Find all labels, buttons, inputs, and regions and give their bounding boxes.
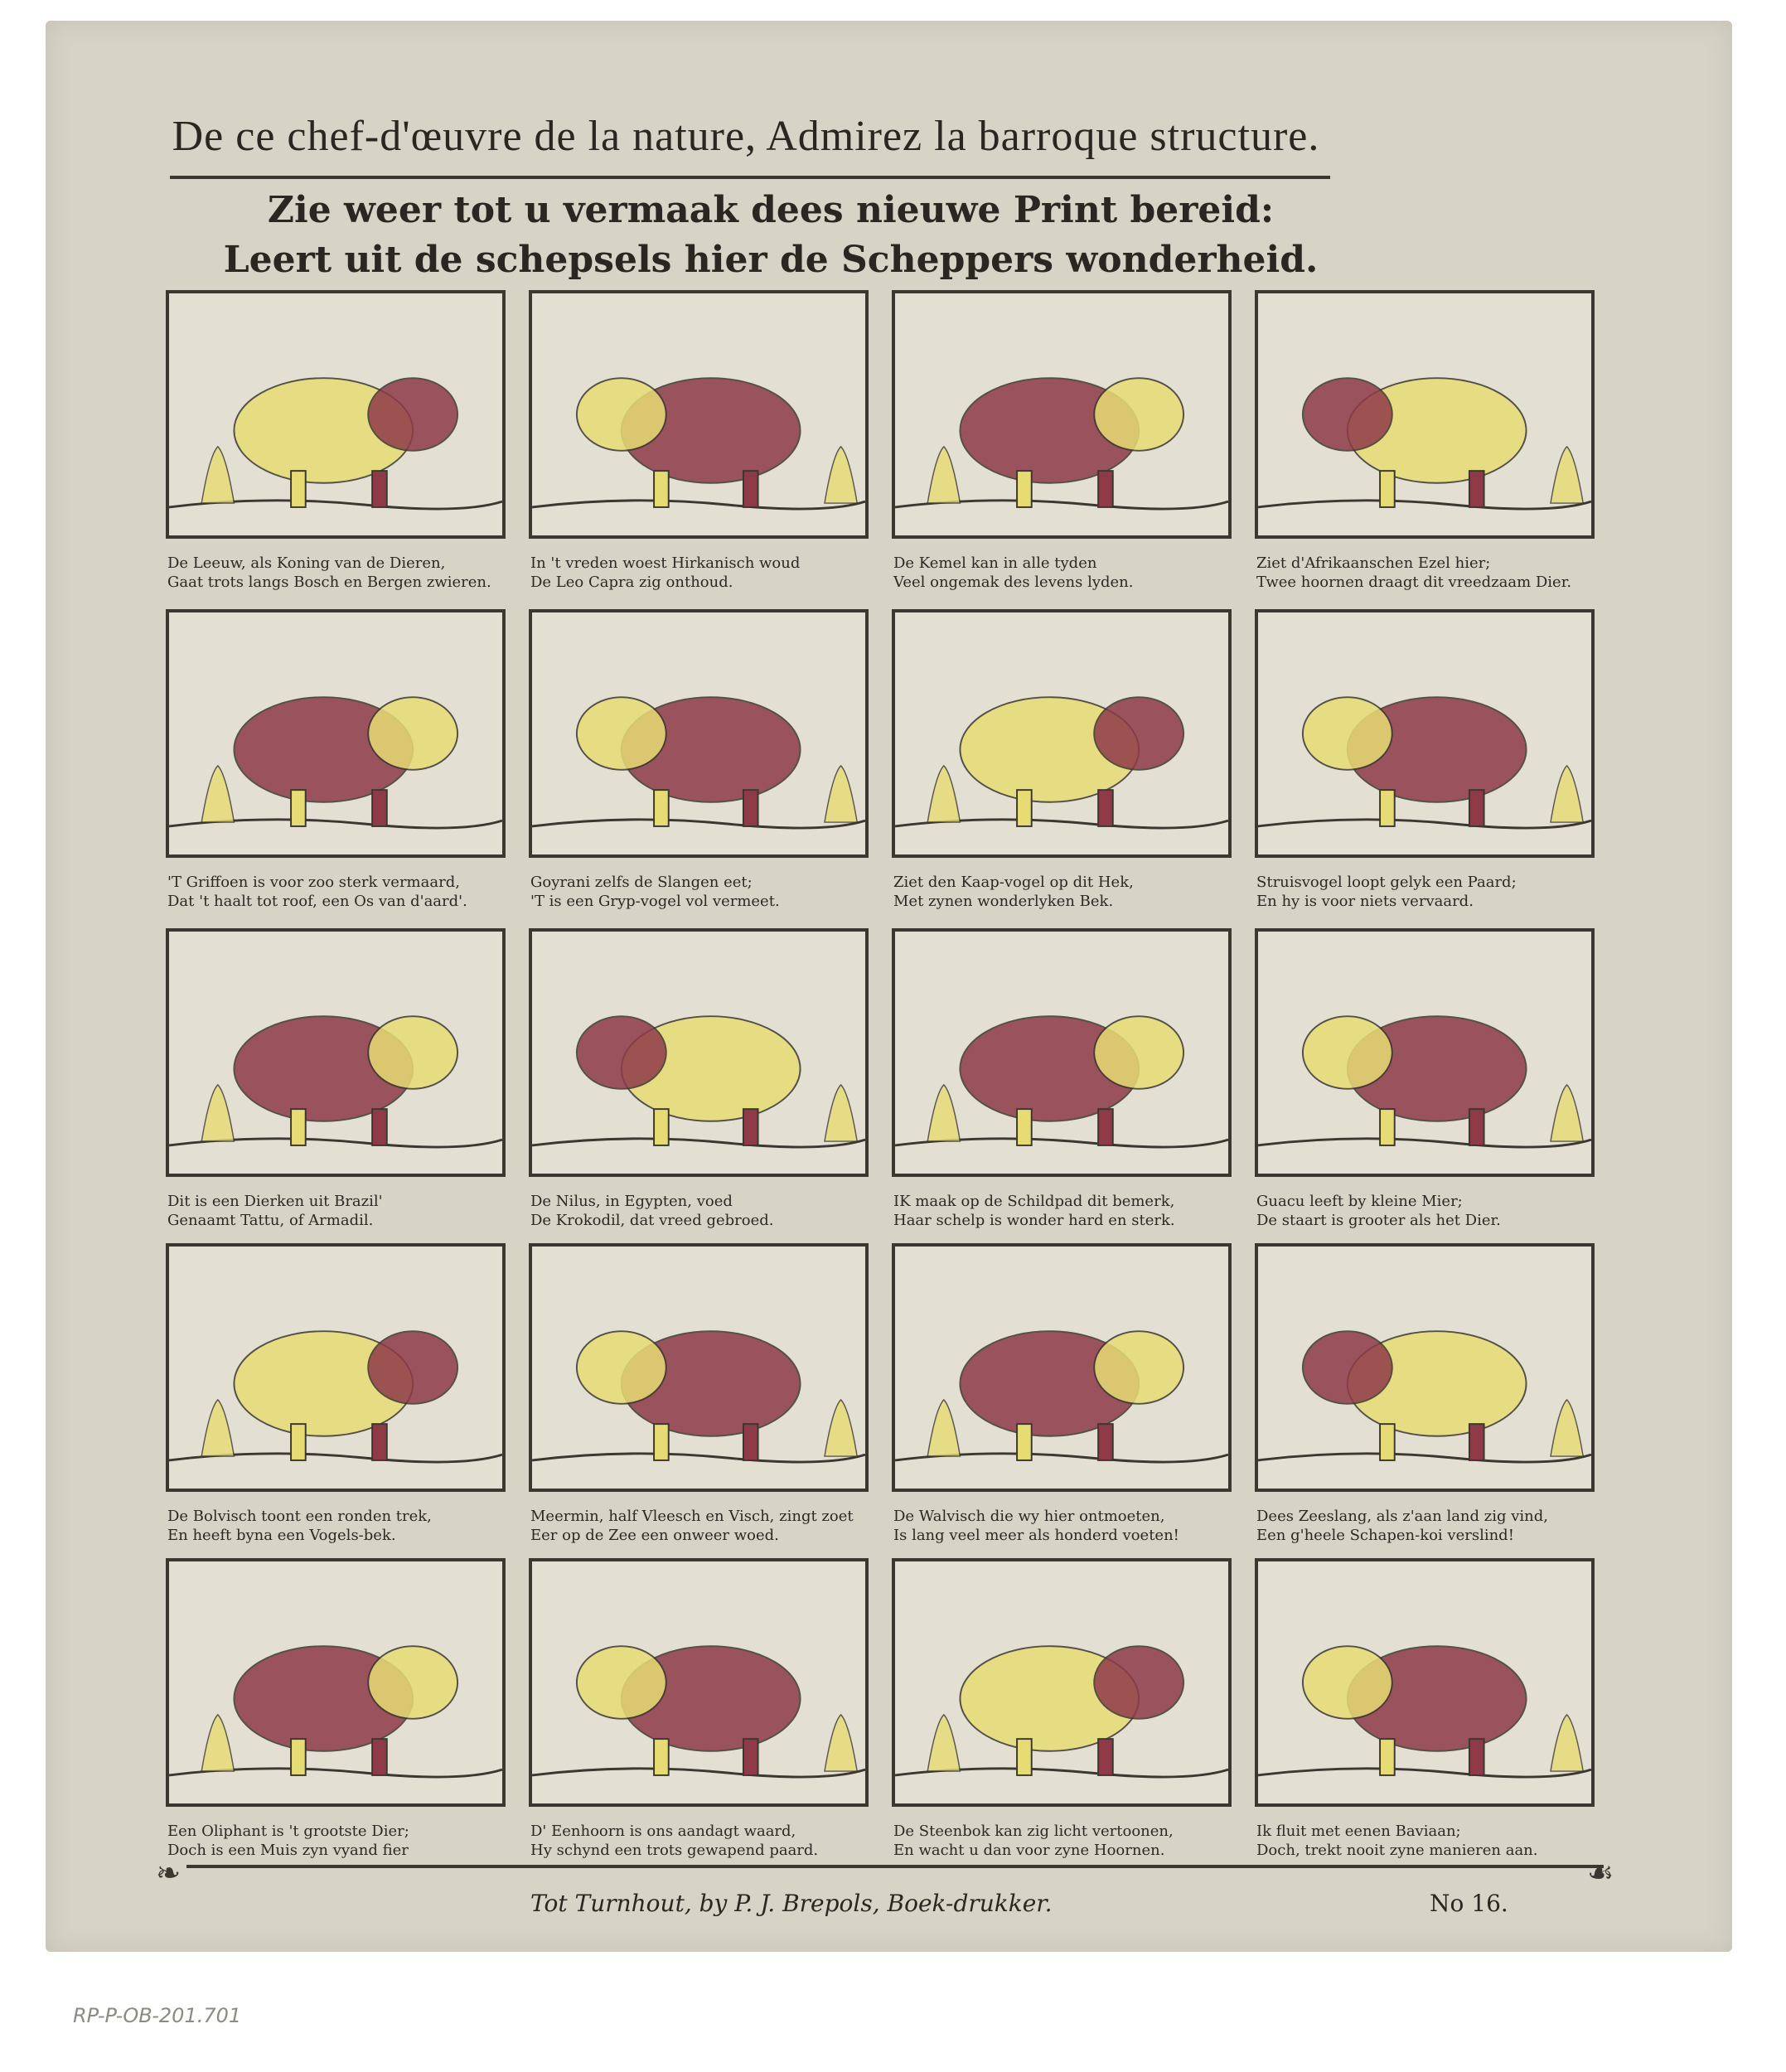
goyrani-woodcut-image — [529, 609, 869, 858]
panel-caption — [530, 1822, 887, 1860]
caption-line2: Een g'heele Schapen-koi verslind! — [1256, 1527, 1514, 1544]
panel-caption — [530, 1507, 887, 1545]
sheet-number: No 16. — [1430, 1890, 1508, 1917]
caption-line2: De staart is grooter als het Dier. — [1256, 1212, 1501, 1229]
caption-line1: D' Eenhoorn is ons aandagt waard, — [530, 1823, 796, 1840]
panel-caption — [167, 873, 524, 911]
merman-woodcut-image — [529, 1243, 869, 1492]
anteater-woodcut-image — [1255, 928, 1595, 1177]
armadillo-woodcut-image — [166, 928, 506, 1177]
caption-line1: Guacu leeft by kleine Mier; — [1256, 1193, 1463, 1210]
panel-caption — [893, 554, 1250, 592]
griffin-woodcut-image — [166, 609, 506, 858]
caption-line2: De Leo Capra zig onthoud. — [530, 574, 733, 591]
caption-line2: Gaat trots langs Bosch en Bergen zwieren. — [167, 574, 491, 591]
panel-caption — [893, 1192, 1250, 1230]
camel-woodcut-image — [892, 290, 1232, 539]
panel-caption — [530, 554, 887, 592]
left-ornament-icon: ❧ — [156, 1857, 182, 1890]
caption-line2: Twee hoornen draagt dit vreedzaam Dier. — [1256, 574, 1572, 591]
baboon-woodcut-image — [1255, 1558, 1595, 1807]
page-title-dutch-line1: Zie weer tot u vermaak dees nieuwe Print bereid: — [267, 189, 1275, 231]
caption-line1: IK maak op de Schildpad dit bemerk, — [893, 1193, 1175, 1210]
page-title-dutch-line2: Leert uit de schepsels hier de Scheppers wonderheid. — [223, 239, 1319, 281]
panel-caption — [893, 1822, 1250, 1860]
panel-caption — [167, 1192, 524, 1230]
ibex-woodcut-image — [892, 1558, 1232, 1807]
panel-caption — [1256, 1822, 1613, 1860]
unicorn-woodcut-image — [529, 1558, 869, 1807]
page-title-french: De ce chef-d'œuvre de la nature, Admirez la barroque structure. — [172, 113, 1320, 160]
rhino-donkey-woodcut-image — [1255, 290, 1595, 539]
printer-imprint: Tot Turnhout, by P. J. Brepols, Boek-drukker. — [530, 1890, 1053, 1917]
right-ornament-icon: ☙ — [1587, 1857, 1614, 1890]
leo-capra-woodcut-image — [529, 290, 869, 539]
panel-caption — [1256, 1507, 1613, 1545]
caption-line2: Doch is een Muis zyn vyand fier — [167, 1842, 409, 1859]
caption-line1: Goyrani zelfs de Slangen eet; — [530, 874, 753, 891]
panel-caption — [1256, 554, 1613, 592]
caption-line2: Is lang veel meer als honderd voeten! — [893, 1527, 1179, 1544]
panel-caption — [167, 1507, 524, 1545]
caption-line2: Met zynen wonderlyken Bek. — [893, 893, 1114, 910]
caption-line1: De Nilus, in Egypten, voed — [530, 1193, 733, 1210]
caption-line2: Hy schynd een trots gewapend paard. — [530, 1842, 819, 1859]
caption-line1: De Steenbok kan zig licht vertoonen, — [893, 1823, 1174, 1840]
caption-line1: De Bolvisch toont een ronden trek, — [167, 1508, 432, 1525]
sea-serpent-woodcut-image — [1255, 1243, 1595, 1492]
ostrich-woodcut-image — [1255, 609, 1595, 858]
caption-line1: Dit is een Dierken uit Brazil' — [167, 1193, 383, 1210]
caption-line1: Struisvogel loopt gelyk een Paard; — [1256, 874, 1517, 891]
panel-caption — [893, 1507, 1250, 1545]
whale-woodcut-image — [892, 1243, 1232, 1492]
caption-line1: Ziet den Kaap-vogel op dit Hek, — [893, 874, 1134, 891]
caption-line1: Ik fluit met eenen Baviaan; — [1256, 1823, 1461, 1840]
caption-line1: In 't vreden woest Hirkanisch woud — [530, 554, 801, 572]
panel-caption — [530, 1192, 887, 1230]
panel-caption — [167, 1822, 524, 1860]
elephant-woodcut-image — [166, 1558, 506, 1807]
caption-line2: Doch, trekt nooit zyne manieren aan. — [1256, 1842, 1538, 1859]
lion-woodcut-image — [166, 290, 506, 539]
catalog-number: RP-P-OB-201.701 — [73, 2004, 242, 2027]
caption-line2: En hy is voor niets vervaard. — [1256, 893, 1474, 910]
panel-caption — [1256, 1192, 1613, 1230]
caption-line1: De Kemel kan in alle tyden — [893, 554, 1097, 572]
caption-line2: En wacht u dan voor zyne Hoornen. — [893, 1842, 1165, 1859]
caption-line2: Eer op de Zee een onweer woed. — [530, 1527, 779, 1544]
caption-line2: 'T is een Gryp-vogel vol vermeet. — [530, 893, 780, 910]
caption-line1: Meermin, half Vleesch en Visch, zingt zoet — [530, 1508, 854, 1525]
caption-line2: Haar schelp is wonder hard en sterk. — [893, 1212, 1175, 1229]
tortoise-woodcut-image — [892, 928, 1232, 1177]
title-rule — [170, 176, 1330, 179]
caption-line2: Veel ongemak des levens lyden. — [893, 574, 1134, 591]
caption-line2: En heeft byna een Vogels-bek. — [167, 1527, 396, 1544]
caption-line1: Een Oliphant is 't grootste Dier; — [167, 1823, 409, 1840]
panel-caption — [1256, 873, 1613, 911]
caption-line1: Dees Zeeslang, als z'aan land zig vind, — [1256, 1508, 1549, 1525]
toucan-woodcut-image — [892, 609, 1232, 858]
panel-caption — [530, 873, 887, 911]
caption-line1: De Leeuw, als Koning van de Dieren, — [167, 554, 446, 572]
footer-rule — [186, 1865, 1604, 1868]
caption-line2: De Krokodil, dat vreed gebroed. — [530, 1212, 774, 1229]
caption-line1: 'T Griffoen is voor zoo sterk vermaard, — [167, 874, 460, 891]
caption-line2: Dat 't haalt tot roof, een Os van d'aard'. — [167, 893, 467, 910]
caption-line1: De Walvisch die wy hier ontmoeten, — [893, 1508, 1165, 1525]
panel-caption — [167, 554, 524, 592]
panel-caption — [893, 873, 1250, 911]
pufferfish-woodcut-image — [166, 1243, 506, 1492]
caption-line1: Ziet d'Afrikaanschen Ezel hier; — [1256, 554, 1491, 572]
caption-line2: Genaamt Tattu, of Armadil. — [167, 1212, 374, 1229]
crocodile-woodcut-image — [529, 928, 869, 1177]
